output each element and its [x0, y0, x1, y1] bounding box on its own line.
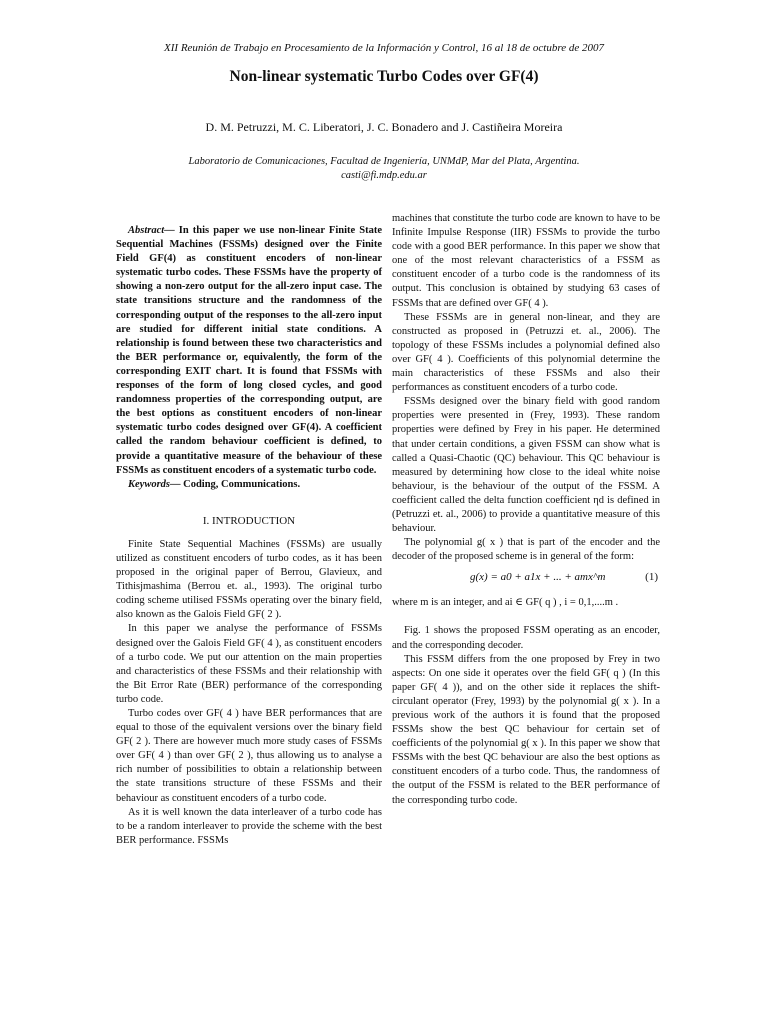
author-list: D. M. Petruzzi, M. C. Liberatori, J. C. Bonadero and J. Castiñeira Moreira	[205, 120, 563, 134]
paragraph: Turbo codes over GF( 4 ) have BER performances that are equal to those of the equivalent versions over the binary field GF( 2 ). There are however much more study cases of FSSMs over GF( 4 ) than over GF( 2 ), thus allowing us to analyse a rich number of possibilities to obtain a relationship between the state transitions structure of these FSSMs and their behaviour as constituent encoders of a turbo code.	[116, 708, 382, 804]
abstract-dash: —	[164, 225, 179, 236]
paragraph: This FSSM differs from the one proposed by Frey in two aspects: On one side it operates over the field GF( q ) (In this paper GF( 4 )), and on the other side it replaces the shift-circulant operator (Frey, 1993) by the polynomial g( x ). In a previous work of the authors it is found that the proposed FSSMs show the best QC behaviour for certain set of coefficients of the polynomial g( x ). In this paper we show that FSSMs with the best QC behaviour are also the best options as constituent encoders of a turbo code. Thus, the randomness of the output of the FSSM is related to the BER performance of the corresponding turbo code.	[392, 653, 660, 806]
keywords-body: Coding, Communications.	[183, 478, 301, 490]
paragraph: Finite State Sequential Machines (FSSMs) are usually utilized as constituent encoders of turbo codes, as it has been proposed in the original paper of Berrou, Glavieux, and Tithisjmashima (Berrou et. al., 1993). The original turbo coding scheme utilised FSSMs operating over the binary field, also known as the Galois Field GF( 2 ).	[116, 538, 382, 621]
affiliation: Laboratorio de Comunicaciones, Facultad de Ingeniería, UNMdP, Mar del Plata, Argentina.	[188, 156, 580, 167]
paragraph: As it is well known the data interleaver of a turbo code has to be a random interleaver to provide the scheme with the best BER performance. FSSMs	[116, 806, 382, 846]
keywords	[116, 478, 382, 492]
paragraph: Fig. 1 shows the proposed FSSM operating as an encoder, and the corresponding decoder.	[392, 625, 660, 651]
right-column	[392, 212, 660, 808]
equation-1	[392, 566, 660, 590]
paragraph: FSSMs designed over the binary field with good random properties were presented in (Frey, 1993). These random properties were defined by Frey in his paper. He determined that under certain conditions, a given FSSM can show what is called a Quasi-Chaotic (QC) behaviour. This QC behaviour is measured by determining how close to the ideal white noise behaviour, is the behaviour of the output of the FSSM. A coefficient called the delta function coefficient ηd is defined in (Petruzzi et. al., 2006) to provide a quantitative measure of this behaviour.	[392, 396, 660, 535]
equation-number: (1)	[645, 571, 658, 584]
paper-title: Non-linear systematic Turbo Codes over GF(4)	[229, 68, 539, 85]
section-heading-introduction: I. INTRODUCTION	[202, 514, 296, 527]
abstract	[116, 224, 382, 478]
email: casti@fi.mdp.edu.ar	[341, 170, 427, 181]
paragraph: machines that constitute the turbo code are known to have to be Infinite Impulse Response (IIR) FSSMs to provide the turbo code with a good BER performance. In this paper we show that one of the most relevant characteristics of a FSSM as constituent encoder of a turbo code is the randomness of its output. This conclusion is obtained by studying 63 cases of FSSMs that are defined over GF( 4 ).	[392, 213, 660, 309]
affiliation-block	[0, 155, 768, 183]
abstract-label: Abstract	[128, 225, 165, 236]
keywords-label: Keywords	[128, 478, 170, 490]
paragraph: These FSSMs are in general non-linear, and they are constructed as proposed in (Petruzzi et. al., 2006). The topology of these FSSMs includes a polynomial defined also over GF( 4 ). Coefficients of this polynomial determine the main characteristics of these FSSMs and also their performances as constituent encoders of a turbo code.	[392, 311, 660, 394]
keywords-dash: —	[170, 478, 184, 490]
equation-expression: g(x) = a0 + a1x + ... + amx^m	[470, 571, 606, 584]
paragraph-gap	[392, 610, 660, 624]
abstract-body: In this paper we use non-linear Finite State Sequential Machines (FSSMs) designed over the Finite Field GF(4) as constituent encoders of non-linear systematic turbo codes. These FSSMs have the property of showing a non-zero output for the all-zero input case. The state transitions structure and the randomness of the corresponding output of the responses to the all-zero input are studied for different initial state conditions. A relationship is found between these two characteristics and the BER performance or, equivalently, the form of the corresponding EXIT chart. It is found that FSSMs with responses of the form of long closed cycles, and good randomness properties of the corresponding output, are the best options as constituent encoders of non-linear systematic turbo codes designed over GF(4). A coefficient called the random behaviour coefficient is defined, to provide a quantitative measure of the behaviour of these FSSMs as constituent encoders of a systematic turbo code.	[116, 225, 383, 476]
paragraph: The polynomial g( x ) that is part of the encoder and the decoder of the proposed scheme is in general of the form:	[392, 537, 660, 563]
equation-note: where m is an integer, and ai ∈ GF( q ) , i = 0,1,....m .	[392, 597, 619, 609]
conference-header: XII Reunión de Trabajo en Procesamiento de la Información y Control, 16 al 18 de octubre de 2007	[164, 42, 604, 54]
left-column	[116, 224, 382, 848]
paragraph: In this paper we analyse the performance of FSSMs designed over the Galois Field GF( 4 ), as constituent encoders of a turbo code. We put our attention on the main properties and characteristics of these FSSMs and their relationship with the Bit Error Rate (BER) performance of the corresponding turbo code.	[116, 623, 382, 705]
